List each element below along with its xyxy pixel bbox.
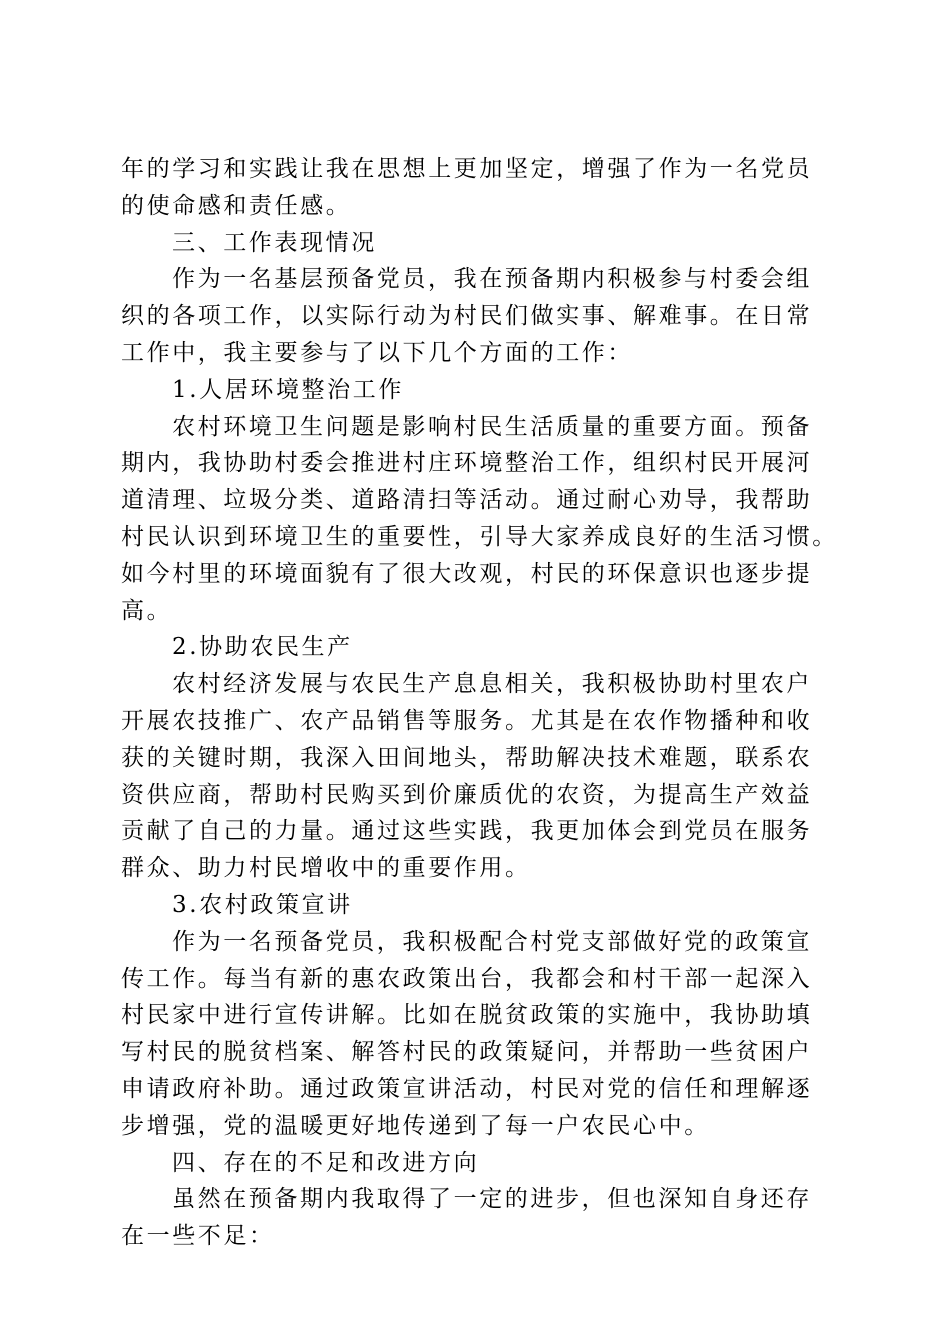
paragraph-line: 作为一名预备党员，我积极配合村党支部做好党的政策宣 — [172, 928, 812, 955]
paragraph-line: 织的各项工作，以实际行动为村民们做实事、解难事。在日常 — [121, 303, 813, 330]
paragraph-line: 传工作。每当有新的惠农政策出台，我都会和村干部一起深入 — [121, 965, 813, 992]
subheading-1: 1.人居环境整治工作 — [172, 376, 404, 403]
section-heading-3: 三、工作表现情况 — [172, 229, 377, 256]
paragraph-line: 获的关键时期，我深入田间地头，帮助解决技术难题，联系农 — [121, 744, 813, 771]
body-text — [121, 151, 838, 1255]
paragraph-line: 作为一名基层预备党员，我在预备期内积极参与村委会组 — [172, 266, 812, 293]
paragraph-line: 申请政府补助。通过政策宣讲活动，村民对党的信任和理解逐 — [121, 1075, 813, 1102]
paragraph-line: 资供应商，帮助村民购买到价廉质优的农资，为提高生产效益 — [121, 781, 813, 808]
paragraph-line: 贡献了自己的力量。通过这些实践，我更加体会到党员在服务 — [121, 818, 813, 845]
paragraph-line: 道清理、垃圾分类、道路清扫等活动。通过耐心劝导，我帮助 — [121, 487, 813, 514]
paragraph-line: 的使命感和责任感。 — [121, 192, 352, 219]
paragraph-line: 在一些不足： — [121, 1223, 275, 1250]
paragraph-line: 写村民的脱贫档案、解答村民的政策疑问，并帮助一些贫困户 — [121, 1039, 813, 1066]
paragraph-line: 农村环境卫生问题是影响村民生活质量的重要方面。预备 — [172, 413, 812, 440]
paragraph-line: 如今村里的环境面貌有了很大改观，村民的环保意识也逐步提 — [121, 560, 813, 587]
subheading-3: 3.农村政策宣讲 — [172, 891, 353, 918]
paragraph-line: 工作中，我主要参与了以下几个方面的工作： — [121, 339, 633, 366]
section-heading-4: 四、存在的不足和改进方向 — [172, 1149, 480, 1176]
paragraph-line: 年的学习和实践让我在思想上更加坚定，增强了作为一名党员 — [121, 156, 813, 182]
subheading-2: 2.协助农民生产 — [172, 634, 353, 661]
paragraph-line: 村民家中进行宣传讲解。比如在脱贫政策的实施中，我协助填 — [121, 1002, 813, 1029]
paragraph-line: 高。 — [121, 597, 173, 624]
paragraph-line: 开展农技推广、农产品销售等服务。尤其是在农作物播种和收 — [121, 707, 813, 734]
paragraph-line: 虽然在预备期内我取得了一定的进步，但也深知自身还存 — [172, 1186, 812, 1213]
paragraph-line: 村民认识到环境卫生的重要性，引导大家养成良好的生活习惯。 — [121, 523, 838, 550]
paragraph-line: 期内，我协助村委会推进村庄环境整治工作，组织村民开展河 — [121, 450, 813, 477]
paragraph-line: 农村经济发展与农民生产息息相关，我积极协助村里农户 — [172, 671, 812, 698]
paragraph-line: 步增强，党的温暖更好地传递到了每一户农民心中。 — [121, 1112, 710, 1139]
paragraph-line: 群众、助力村民增收中的重要作用。 — [121, 855, 531, 882]
